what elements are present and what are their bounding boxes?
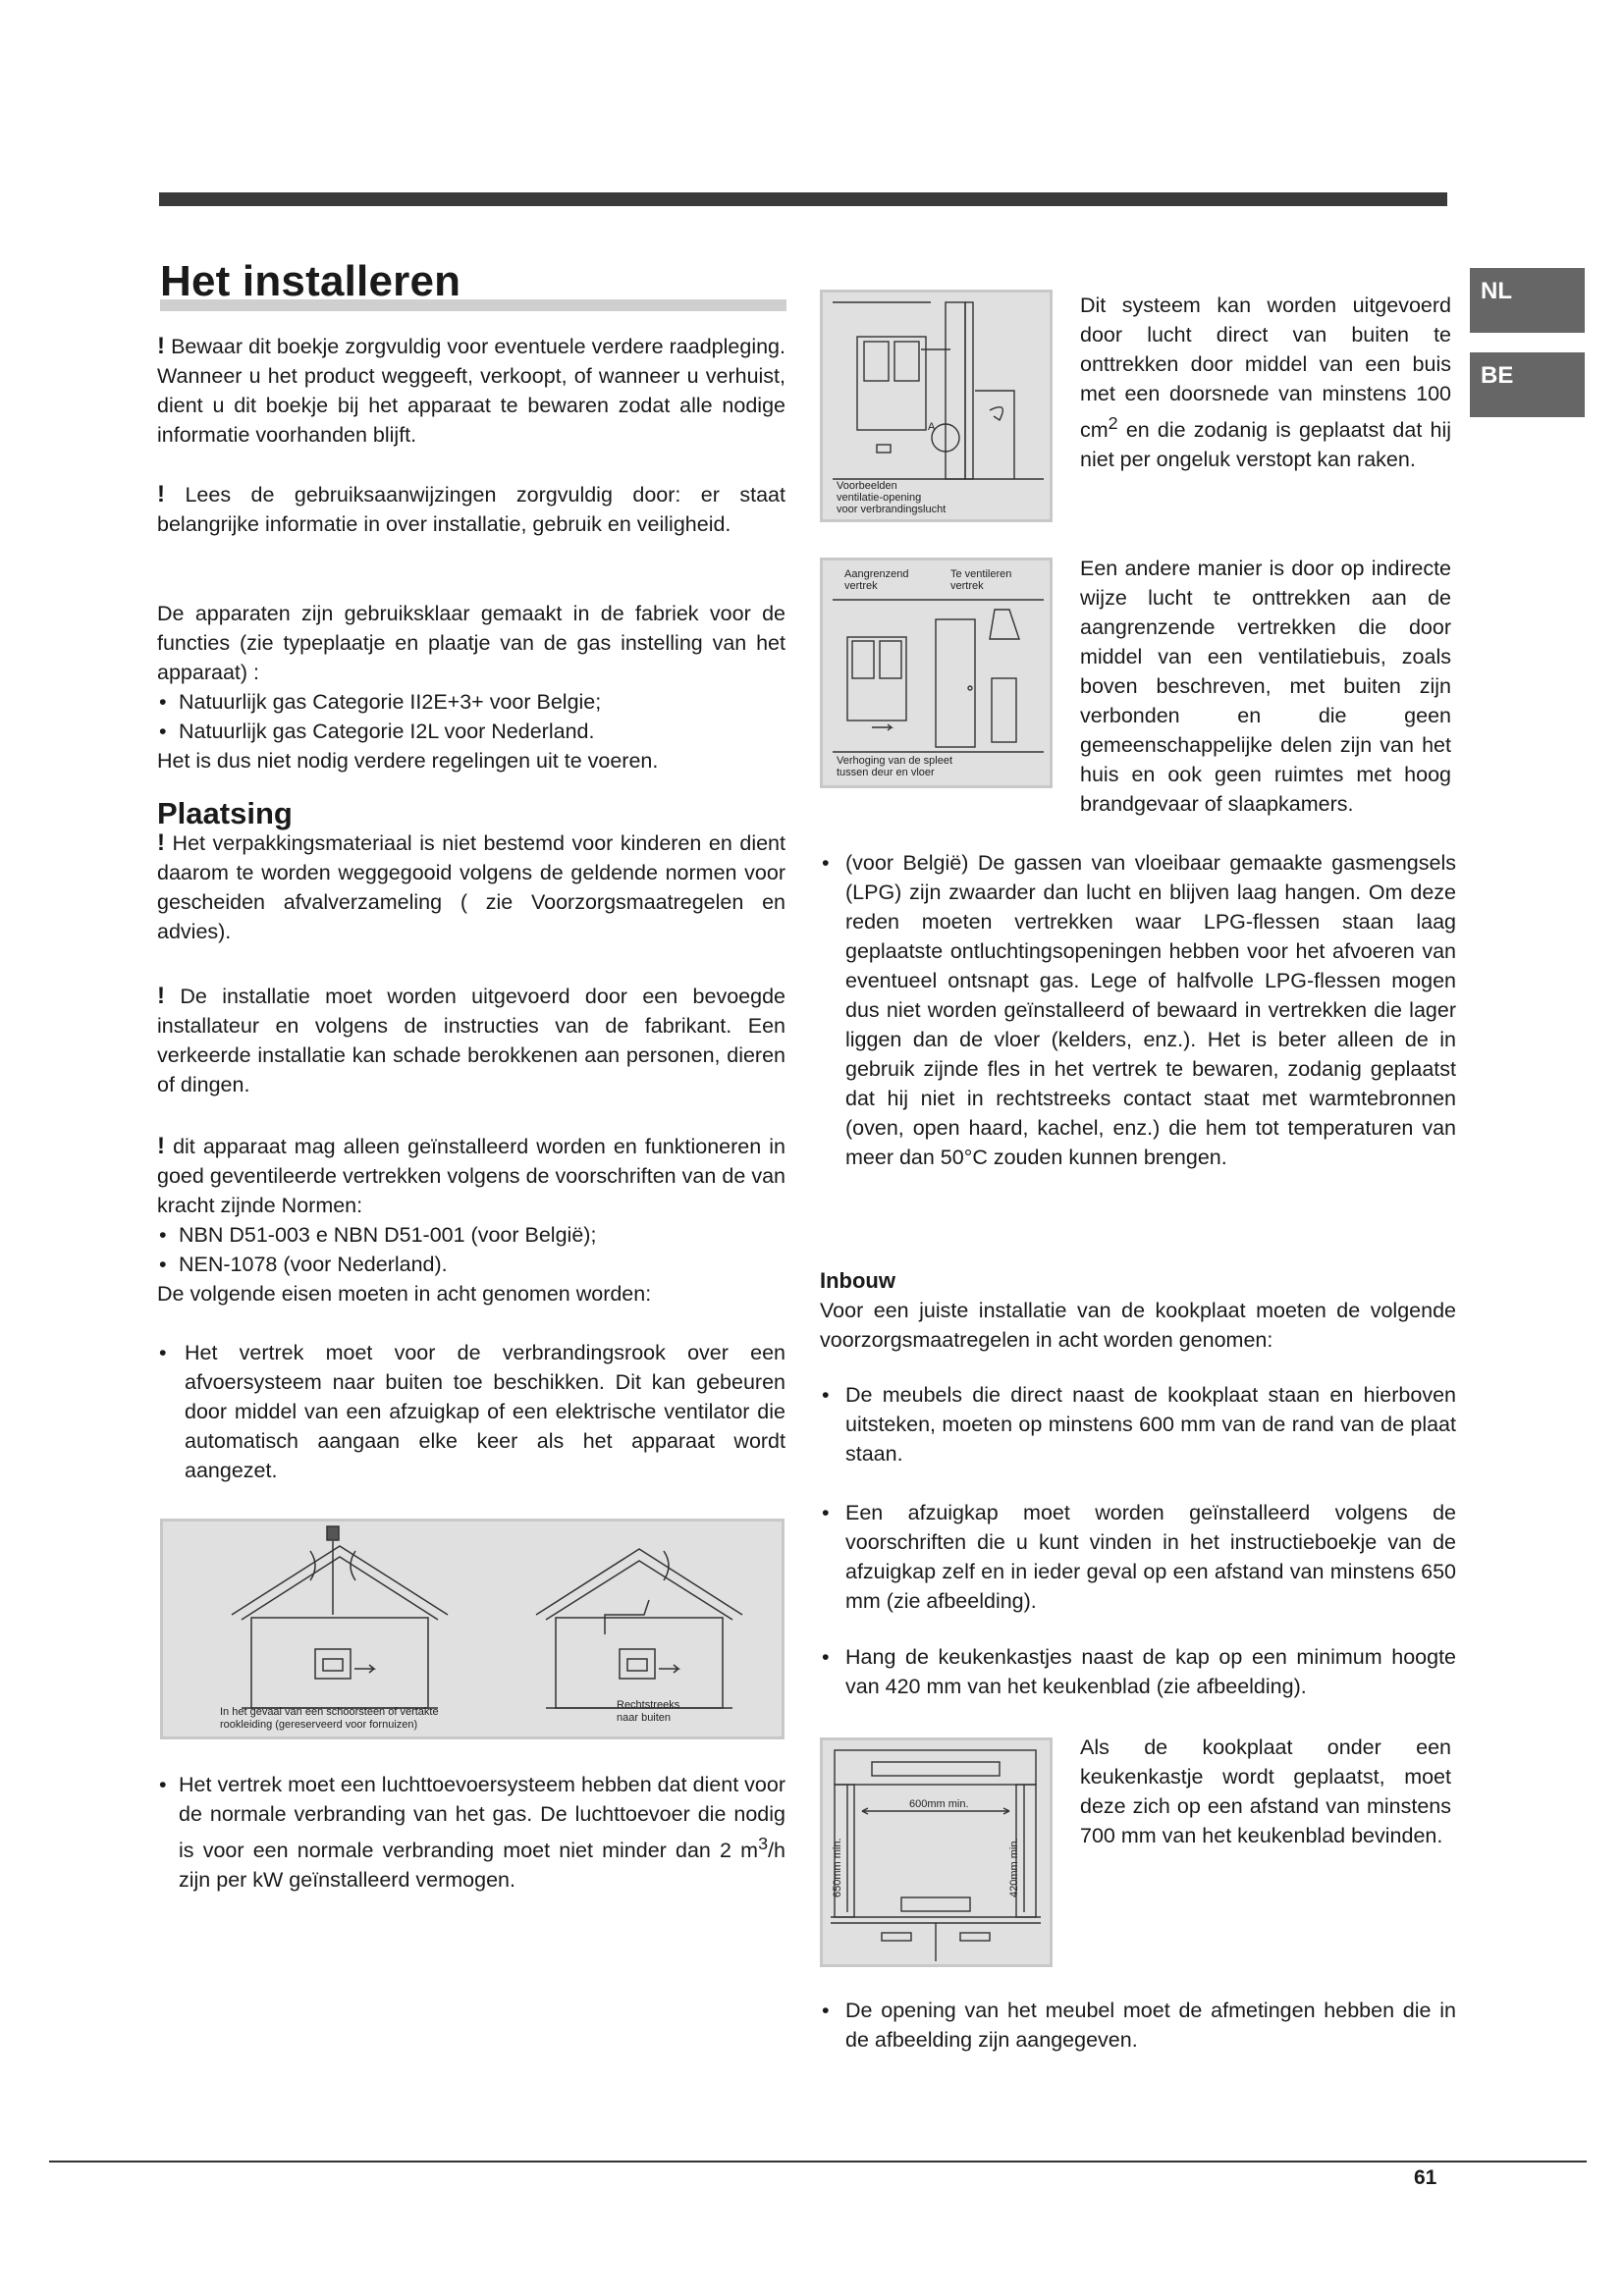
paragraph-requirements-intro: De volgende eisen moeten in acht genomen worden: xyxy=(157,1282,652,1306)
req2-superscript: 3 xyxy=(758,1834,769,1853)
page-number: 61 xyxy=(1414,2166,1437,2189)
warning-mark: ! xyxy=(157,1133,165,1159)
plaatsing-3-text: dit apparaat mag alleen geïnstalleerd worden en funktioneren in goed geventileerde vertrekken volgens de voorschriften van de van kracht zijnde Normen: xyxy=(157,1135,786,1217)
paragraph-cabinet: Als de kookplaat onder een keukenkastje wordt geplaatst, moet deze zich op een afstand van minstens 700 mm van het keukenblad bevinden. xyxy=(1080,1735,1451,1847)
paragraph-plaatsing-2 xyxy=(157,982,785,1099)
fig1-caption-3: voor verbrandingslucht xyxy=(837,504,947,515)
req2-text-a: Het vertrek moet een luchttoevoersysteem hebben dat dient voor de normale verbranding van het gas. De luchttoevoer die nodig is voor een normale verbranding moet niet minder dan 2 m xyxy=(179,1773,785,1863)
inbouw-list-2 xyxy=(820,1498,1456,1616)
fig1-caption-2: ventilatie-opening xyxy=(837,492,922,504)
requirement-block-2 xyxy=(157,1770,785,1895)
language-tab-be[interactable]: BE xyxy=(1470,352,1585,417)
inbouw-list-4 xyxy=(820,1996,1456,2055)
plaatsing-block-3 xyxy=(157,1132,785,1308)
top-divider-bar xyxy=(159,192,1447,206)
figure-caption-right-2: naar buiten xyxy=(617,1712,672,1724)
intro-1-text: Bewaar dit boekje zorgvuldig voor eventuele verdere raadpleging. Wanneer u het product weggeeft, verkoopt, of wanneer u verhuist, dient u dit boekje bij het apparaat te bewaren zodat alle nodige informatie voorhanden blijft. xyxy=(157,335,785,447)
intro-block-2 xyxy=(157,480,785,539)
plaatsing-1-text: Het verpakkingsmateriaal is niet bestemd voor kinderen en dient daarom te worden weggegooid volgens de geldende normen voor gescheiden afvalverzameling ( zie Voorzorgsmaatregelen en advies). xyxy=(157,831,785,943)
system-text-b: en die zodanig is geplaatst dat hij niet per ongeluk verstopt kan raken. xyxy=(1080,418,1451,472)
language-tab-nl[interactable]: NL xyxy=(1470,268,1585,333)
requirement-list-2 xyxy=(157,1770,785,1895)
paragraph-alternative: Een andere manier is door op indirecte wijze lucht te onttrekken aan de aangrenzende vertrekken die door middel van een ventilatiebuis, zoals boven beschreven, met buiten zijn verbonden en die geen gemeenschappelijke delen zijn van het huis en ook geen ruimtes met hoog brandgevaar of slaapkamers. xyxy=(1080,557,1451,816)
intro-block-3 xyxy=(157,599,785,775)
fig2-label-left-1: Aangrenzend xyxy=(844,568,909,580)
fig2-caption-1: Verhoging van de spleet xyxy=(837,755,953,767)
inbouw-item-3 xyxy=(820,1642,1456,1701)
paragraph-inbouw-intro: Voor een juiste installatie van de kookplaat moeten de volgende voorzorgsmaatregelen in acht worden genomen: xyxy=(820,1299,1456,1352)
inbouw-section xyxy=(820,1266,1456,1355)
requirement-item xyxy=(157,1770,785,1895)
req2-text-b: /h zijn per kW geïnstalleerd vermogen. xyxy=(179,1839,785,1893)
cabinet-text-block xyxy=(1080,1733,1451,1850)
paragraph-plaatsing-3 xyxy=(157,1132,785,1220)
norm-list xyxy=(157,1220,785,1279)
list-item: • Natuurlijk gas Categorie II2E+3+ voor Belgie; xyxy=(157,687,785,717)
plaatsing-block-2 xyxy=(157,982,785,1099)
cabinet-diagram xyxy=(823,1740,1050,1964)
system-superscript: 2 xyxy=(1108,413,1118,433)
inbouw-bullet: • De opening van het meubel moet de afmetingen hebben die in de afbeelding zijn aangegeven. xyxy=(820,1996,1456,2055)
figure-ventilation-opening xyxy=(820,290,1053,522)
alt-text-block xyxy=(1080,554,1451,819)
requirement-item: • Het vertrek moet voor de verbrandingsrook over een afvoersysteem naar buiten toe beschikken. Dit kan gebeuren door middel van een afzuigkap of een elektrische ventilator die automatisch aangaan elke keer als het apparaat wordt aangezet. xyxy=(157,1338,785,1485)
plaatsing-2-text: De installatie moet worden uitgevoerd door een bevoegde installateur en volgens de instructies van de fabrikant. Een verkeerde installatie kan schade berokkenen aan personen, dieren of dingen. xyxy=(157,985,785,1096)
figure-cabinet-distance xyxy=(820,1737,1053,1967)
figure-caption-right-1: Rechtstreeks xyxy=(617,1699,680,1711)
paragraph-system xyxy=(1080,291,1451,474)
inbouw-list-1 xyxy=(820,1380,1456,1468)
fig3-650-label: 650mm min. xyxy=(832,1838,843,1897)
list-item: • NBN D51-003 e NBN D51-001 (voor België); xyxy=(157,1220,785,1250)
list-item: • NEN-1078 (voor Nederland). xyxy=(157,1250,785,1279)
intro-block-1 xyxy=(157,332,785,450)
section-title-plaatsing: Plaatsing xyxy=(157,796,293,830)
figure-caption-left-1: In het gevaal van een schoorsteen of vertakte xyxy=(220,1706,439,1718)
warning-mark: ! xyxy=(157,983,165,1009)
requirement-list-1 xyxy=(157,1338,785,1485)
plaatsing-section xyxy=(157,796,785,946)
lpg-block xyxy=(820,848,1456,1172)
paragraph-intro-4: Het is dus niet nodig verdere regelingen uit te voeren. xyxy=(157,749,659,773)
warning-mark: ! xyxy=(157,829,165,856)
figure-chimney xyxy=(160,1519,785,1739)
warning-mark: ! xyxy=(157,333,165,359)
inbouw-bullet: • Een afzuigkap moet worden geïnstalleerd volgens de voorschriften die u kunt vinden in het instructieboekje van de afzuigkap zelf en in ieder geval op een afstand van minstens 650 mm (zie afbeelding). xyxy=(820,1498,1456,1616)
fig2-label-left-2: vertrek xyxy=(844,580,878,592)
list-item: • Natuurlijk gas Categorie I2L voor Nederland. xyxy=(157,717,785,746)
section-title-inbouw: Inbouw xyxy=(820,1268,895,1293)
lpg-list xyxy=(820,848,1456,1172)
inbouw-item-1 xyxy=(820,1380,1456,1468)
lpg-item: • (voor België) De gassen van vloeibaar gemaakte gasmengsels (LPG) zijn zwaarder dan lucht en blijven laag hangen. Om deze reden moeten vertrekken waar LPG-flessen staan laag geplaatste ontluchtingsopeningen hebben voor het afvoeren van eventueel ontsnapt gas. Lege of halfvolle LPG-flessen mogen dus niet worden geïnstalleerd of bewaard in vertrekken die lager liggen dan de vloer (kelders, enz.). Het is beter alleen de in gebruik zijnde fles in het vertrek te bewaren, zodanig geplaatst dat hij niet in rechtstreeks contact staat met warmtebronnen (oven, open haard, kachel, enz.) die hem tot temperaturen van meer dan 50°C zouden kunnen brengen. xyxy=(820,848,1456,1172)
fig1-caption-1: Voorbeelden xyxy=(837,480,897,492)
inbouw-list-3 xyxy=(820,1642,1456,1701)
requirement-block-1 xyxy=(157,1338,785,1485)
fig2-caption-2: tussen deur en vloer xyxy=(837,767,935,778)
system-text-a: Dit systeem kan worden uitgevoerd door lucht direct van buiten te onttrekken door middel van een buis met een doorsnede van minstens 100 cm xyxy=(1080,294,1451,443)
inbouw-bullet: • De meubels die direct naast de kookplaat staan en hierboven uitsteken, moeten op minstens 600 mm van de rand van de plaat staan. xyxy=(820,1380,1456,1468)
chimney-diagram xyxy=(163,1522,782,1736)
figure-label-a: A xyxy=(928,421,936,433)
paragraph-intro-2 xyxy=(157,480,785,539)
inbouw-bullet: • Hang de keukenkastjes naast de kap op een minimum hoogte van 420 mm van het keukenblad (zie afbeelding). xyxy=(820,1642,1456,1701)
ventilation-diagram xyxy=(823,293,1050,519)
fig2-label-right-2: vertrek xyxy=(950,580,984,592)
adjacent-room-diagram xyxy=(823,561,1050,785)
figure-caption-left-2: rookleiding (gereserveerd voor fornuizen) xyxy=(220,1719,418,1731)
intro-2-text: Lees de gebruiksaanwijzingen zorgvuldig door: er staat belangrijke informatie in over installatie, gebruik en veiligheid. xyxy=(157,483,785,536)
paragraph-plaatsing-1 xyxy=(157,828,785,946)
footer-rule xyxy=(49,2161,1587,2163)
paragraph-intro-3: De apparaten zijn gebruiksklaar gemaakt in de fabriek voor de functies (zie typeplaatje en plaatje van de gas instelling van het apparaat) : xyxy=(157,602,785,684)
inbouw-item-2 xyxy=(820,1498,1456,1616)
fig3-420-label: 420mm min. xyxy=(1008,1838,1020,1897)
fig2-label-right-1: Te ventileren xyxy=(950,568,1012,580)
gas-category-list xyxy=(157,687,785,746)
paragraph-intro-1 xyxy=(157,332,785,450)
warning-mark: ! xyxy=(157,481,165,507)
page-title: Het installeren xyxy=(160,257,461,305)
inbouw-item-4 xyxy=(820,1996,1456,2055)
fig3-600-label: 600mm min. xyxy=(909,1798,969,1810)
figure-adjacent-room xyxy=(820,558,1053,788)
system-text-block xyxy=(1080,291,1451,474)
